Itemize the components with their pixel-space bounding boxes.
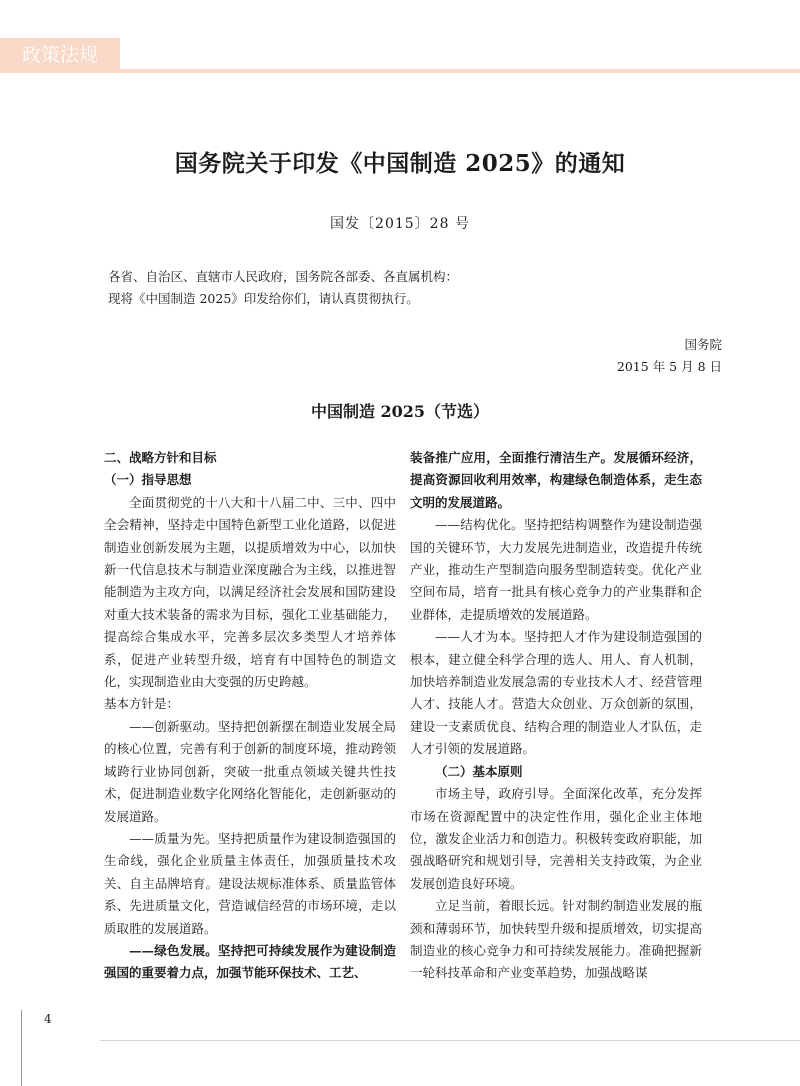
section-subtitle: 中国制造 2025（节选）: [310, 402, 490, 421]
address-block: [108, 266, 728, 310]
signature-date: 2015 年 5 月 8 日: [616, 359, 722, 374]
paragraph: 二、战略方针和目标: [104, 450, 217, 465]
signature-block: [617, 334, 722, 378]
page-number: 4: [44, 1012, 52, 1026]
paragraph: 全面贯彻党的十八大和十八届二中、三中、四中全会精神，坚持走中国特色新型工业化道路，以促进制造业创新发展为主题，以提质增效为中心，以加快新一代信息技术与制造业深度融合为主线，以推进智能制造为主攻方向，以满足经济社会发展和国防建设对重大技术装备的需求为目标，强化工业基础能力，提高综合集成水平，完善多层次多类型人才培养体系，促进产业转型升级，培育有中国特色的制造文化，实现制造业由大变强的历史跨越。: [104, 494, 396, 690]
address-body: 现将《中国制造 2025》印发给你们，请认真贯彻执行。: [108, 291, 419, 306]
footer-rule: [100, 1040, 800, 1041]
right-column: [410, 447, 702, 985]
paragraph: ——人才为本。坚持把人才作为建设制造强国的根本，建立健全科学合理的选人、用人、育人机制，加快培养制造业发展急需的专业技术人才、经营管理人才、技能人才。营造大众创业、万众创新的氛围，建设一支素质优良、结构合理的制造业人才队伍，走人才引领的发展道路。: [410, 629, 702, 757]
signature-org: 国务院: [684, 337, 722, 352]
left-column: [104, 447, 396, 985]
document-number: 国发〔2015〕28 号: [330, 216, 470, 232]
header-rule: [120, 69, 800, 73]
paragraph: 市场主导，政府引导。全面深化改革，充分发挥市场在资源配置中的决定性作用，强化企业主体地位，激发企业活力和创造力。积极转变政府职能，加强战略研究和规划引导，完善相关支持政策，为企业发展创造良好环境。: [410, 786, 702, 891]
paragraph: ——结构优化。坚持把结构调整作为建设制造强国的关键环节，大力发展先进制造业，改造提升传统产业，推动生产型制造向服务型制造转变。优化产业空间布局，培育一批具有核心竞争力的产业集群和企业群体，走提质增效的发展道路。: [410, 517, 702, 622]
document-title: 国务院关于印发《中国制造 2025》的通知: [174, 150, 626, 177]
paragraph: ——质量为先。坚持把质量作为建设制造强国的生命线，强化企业质量主体责任，加强质量技术攻关、自主品牌培育。建设法规标准体系、质量监管体系、先进质量文化，营造诚信经营的市场环境，走以质取胜的发展道路。: [104, 830, 396, 936]
paragraph: ——创新驱动。坚持把创新摆在制造业发展全局的核心位置，完善有利于创新的制度环境，推动跨领域跨行业协同创新，突破一批重点领域关键共性技术，促进制造业数字化网络化智能化，走创新驱动的发展道路。: [104, 718, 396, 824]
paragraph: 立足当前，着眼长远。针对制约制造业发展的瓶颈和薄弱环节，加快转型升级和提质增效，切实提高制造业的核心竞争力和可持续发展能力。准确把握新一轮科技革命和产业变革趋势，加强战略谋: [410, 898, 702, 981]
paragraph: （一）指导思想: [104, 472, 192, 488]
paragraph: （二）基本原则: [435, 763, 523, 779]
address-recipients: 各省、自治区、直辖市人民政府，国务院各部委、各直属机构：: [108, 269, 459, 284]
paragraph: 装备推广应用，全面推行清洁生产。发展循环经济，提高资源回收利用效率，构建绿色制造体系，走生态文明的发展道路。: [410, 450, 702, 510]
paragraph: ——绿色发展。坚持把可持续发展作为建设制造强国的重要着力点，加强节能环保技术、工艺、: [104, 942, 396, 981]
footer-vertical-rule: [21, 1010, 22, 1086]
section-tab: 政策法规: [0, 38, 120, 73]
paragraph: 基本方针是：: [104, 696, 180, 712]
